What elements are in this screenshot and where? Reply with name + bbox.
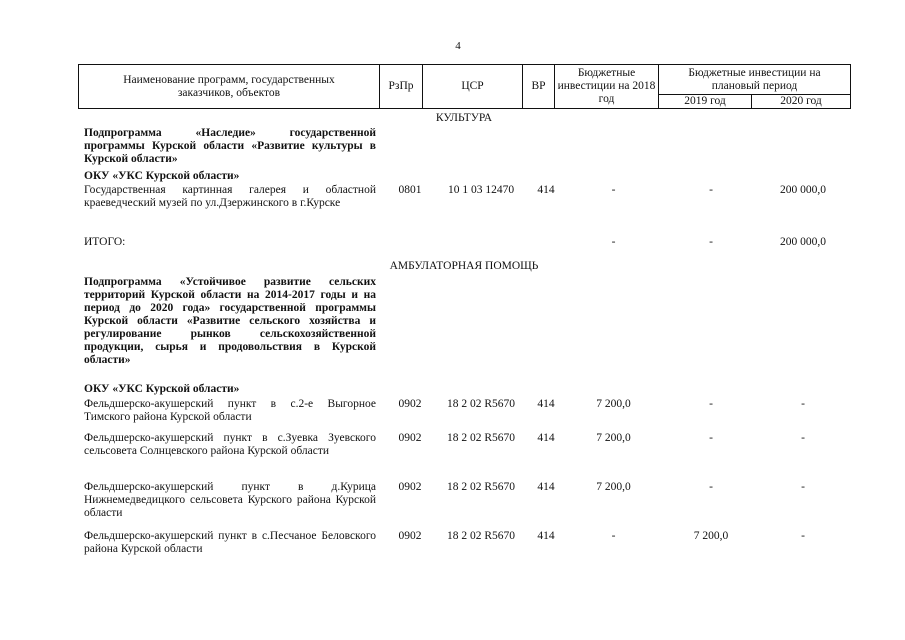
page-number: 4 [455, 40, 461, 52]
total-label: ИТОГО: [84, 236, 126, 248]
rzpr-value: 0902 [398, 481, 422, 493]
csr-value: 18 2 02 R5670 [446, 530, 516, 542]
customer-label: ОКУ «УКС Курской области» [84, 383, 240, 395]
object-name: Фельдшерско-акушерский пункт в с.2-е Выгорное Тимского района Курской области [84, 398, 376, 423]
rzpr-value: 0902 [398, 530, 422, 542]
total-2018: - [611, 236, 616, 248]
subprogram-heritage: Подпрограмма «Наследие» государственной программы Курской области «Развитие культуры в Курской области» [84, 127, 376, 165]
vr-value: 414 [537, 184, 555, 196]
vr-value: 414 [537, 530, 555, 542]
header-name-col: Наименование программ, государственных заказчиков, объектов [79, 65, 380, 109]
budget-2019-value: - [709, 481, 713, 493]
budget-2019-value: 7 200,0 [693, 530, 729, 542]
vr-value: 414 [537, 432, 555, 444]
budget-2019-value: - [709, 432, 713, 444]
header-budget-2018: Бюджетные инвестиции на 2018 год [555, 65, 659, 109]
budget-2018-value: 7 200,0 [596, 398, 631, 410]
section-title-ambulatory: АМБУЛАТОРНАЯ ПОМОЩЬ [389, 260, 539, 272]
subprogram-rural: Подпрограмма «Устойчивое развитие сельских территорий Курской области на 2014-2017 годы и на период до 2020 года» государственной программы Курской области «Развитие сельского хозяйства и регулирование рынков сельскохозяйственной продукции, сырья и продовольствия в Курской области» [84, 276, 376, 366]
budget-2019-value: - [709, 184, 713, 196]
object-name: Фельдшерско-акушерский пункт в с.Песчаное Беловского района Курской области [84, 530, 376, 555]
budget-2019-value: - [709, 398, 713, 410]
csr-value: 18 2 02 R5670 [446, 481, 516, 493]
section-title-culture: КУЛЬТУРА [435, 112, 493, 124]
vr-value: 414 [537, 481, 555, 493]
budget-2020-value: - [801, 481, 805, 493]
rzpr-value: 0902 [398, 398, 422, 410]
budget-2018-value: - [611, 530, 616, 542]
csr-value: 10 1 03 12470 [447, 184, 515, 196]
header-vr: ВР [523, 65, 555, 109]
header-year-2019: 2019 год [659, 95, 752, 109]
object-name: Фельдшерско-акушерский пункт в д.Курица Нижнемедведицкого сельсовета Курского района Курской области [84, 481, 376, 519]
object-name: Фельдшерско-акушерский пункт в с.Зуевка Зуевского сельсовета Солнцевского района Курской области [84, 432, 376, 457]
header-rzpr: РзПр [380, 65, 423, 109]
header-year-2020: 2020 год [752, 95, 851, 109]
total-2019: - [709, 236, 713, 248]
rzpr-value: 0801 [398, 184, 422, 196]
budget-2020-value: 200 000,0 [780, 184, 826, 196]
customer-label: ОКУ «УКС Курской области» [84, 170, 240, 182]
table-header [78, 64, 851, 109]
budget-2020-value: - [801, 432, 805, 444]
budget-2020-value: - [801, 398, 805, 410]
budget-2018-value: 7 200,0 [596, 481, 631, 493]
csr-value: 18 2 02 R5670 [446, 398, 516, 410]
vr-value: 414 [537, 398, 555, 410]
total-2020: 200 000,0 [780, 236, 826, 248]
rzpr-value: 0902 [398, 432, 422, 444]
header-planned-period: Бюджетные инвестиции на плановый период [659, 65, 851, 95]
header-csr: ЦСР [423, 65, 523, 109]
budget-2018-value: - [611, 184, 616, 196]
object-name: Государственная картинная галерея и областной краеведческий музей по ул.Дзержинского в г.Курске [84, 184, 376, 209]
budget-2020-value: - [801, 530, 805, 542]
csr-value: 18 2 02 R5670 [446, 432, 516, 444]
budget-2018-value: 7 200,0 [596, 432, 631, 444]
